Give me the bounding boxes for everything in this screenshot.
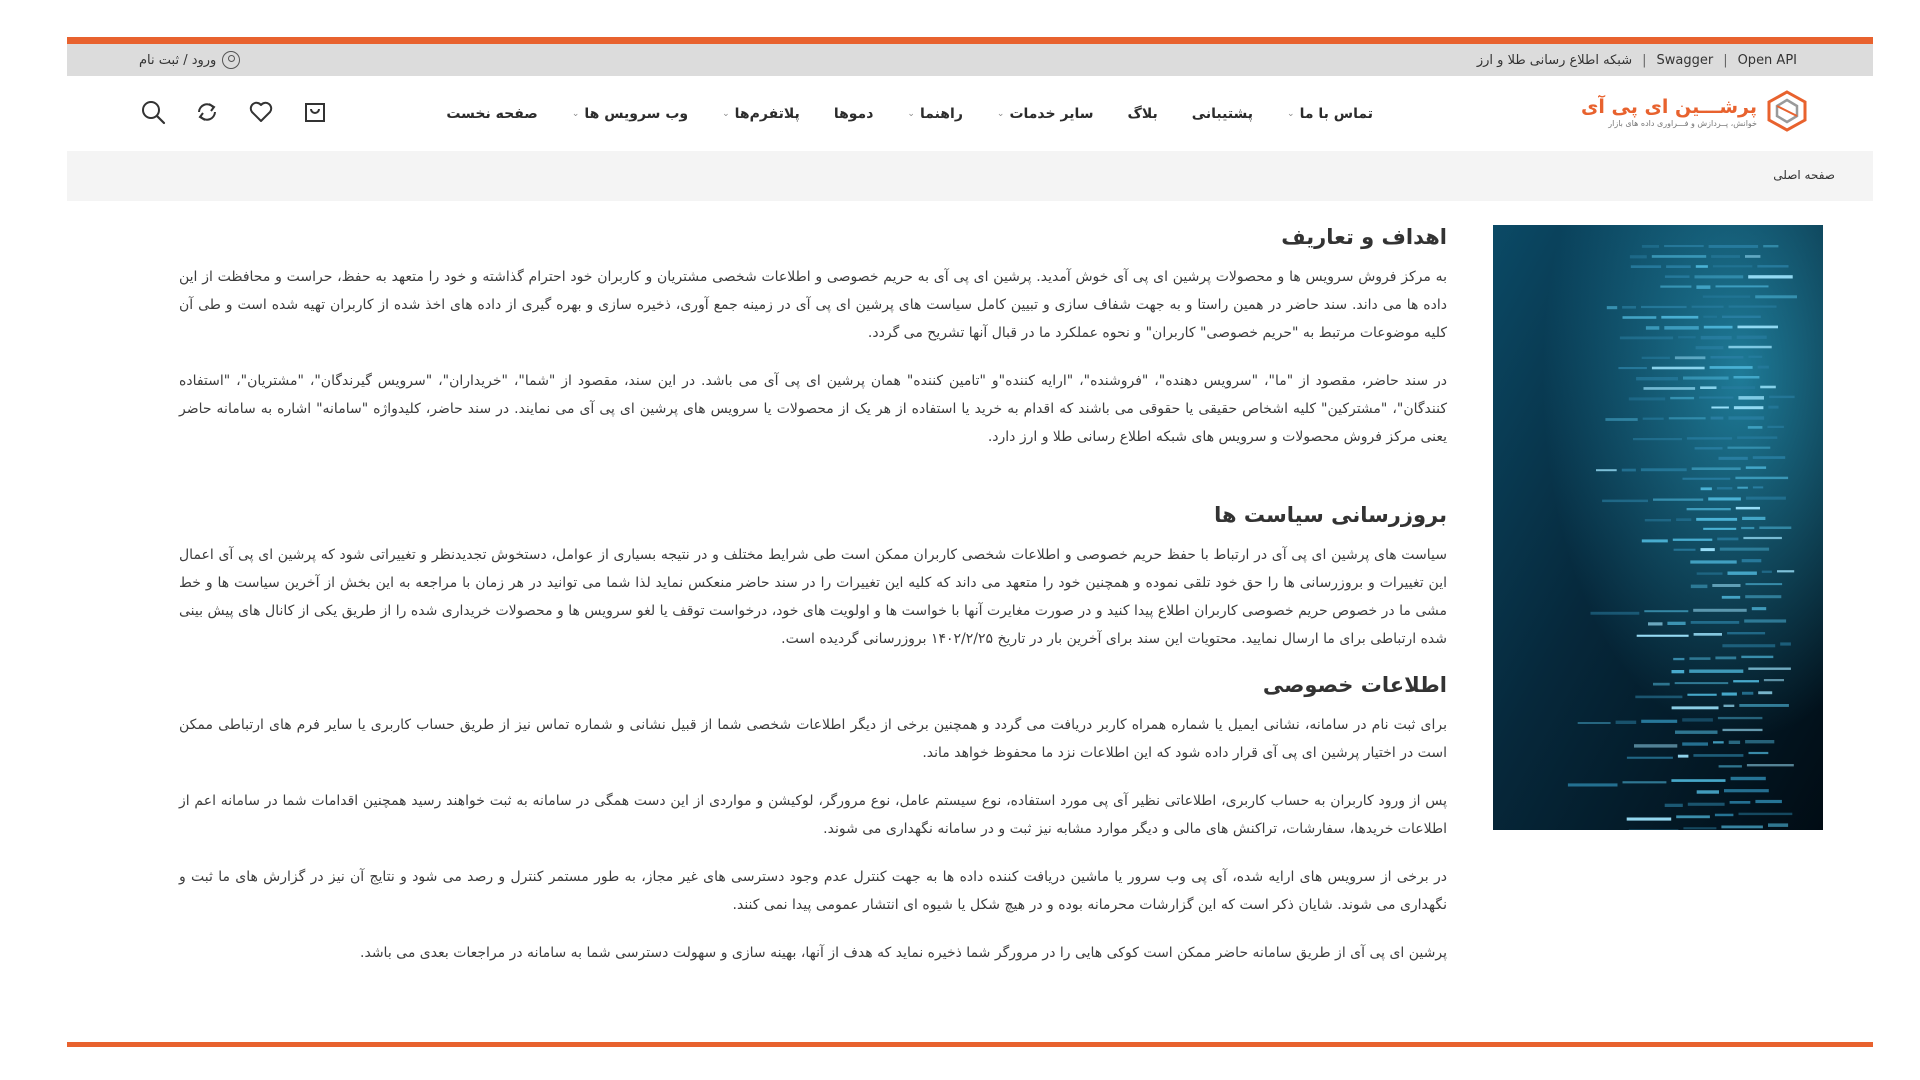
section-title-policy-updates: بروزرسانی سیاست ها xyxy=(1214,503,1447,527)
chevron-down-icon: ⌄ xyxy=(722,108,730,119)
code-line-mark xyxy=(1578,722,1611,724)
code-line-mark xyxy=(1737,436,1777,439)
code-line-mark xyxy=(1689,657,1710,660)
code-line-mark xyxy=(1760,386,1776,389)
code-line-mark xyxy=(1715,657,1736,660)
paragraph: به مرکز فروش سرویس ها و محصولات پرشین ای پی آی خوش آمدید. پرشین ای پی آی به حریم خصوصی و اطلاعات شخصی مشتریان و کاربران خود احترام گذاشته و خود را متعهد به حفظ، حراست و محافظت از این داده ها می داند. سند حاضر در همین راستا و به جهت شفاف سازی و تبیین کامل سیاست های پرشین ای پی آی در زمینه جمع آوری، ذخیره سازی و بهره گیری از داده های اخذ شده از کاربران تهیه شده است و طی آن کلیه موضوعات مرتبط به "حریم خصوصی" کاربران" و نحوه عملکرد ما در قبال آنها تشریح می گردد. xyxy=(179,269,1447,341)
code-line-mark xyxy=(1722,596,1740,599)
code-illustration xyxy=(1493,225,1823,830)
code-line-mark xyxy=(1622,306,1636,309)
code-line-mark xyxy=(1629,397,1665,400)
code-line-mark xyxy=(1724,705,1735,707)
code-line-mark xyxy=(1675,356,1706,359)
code-line-mark xyxy=(1692,467,1741,470)
code-line-mark xyxy=(1687,508,1731,510)
code-line-mark xyxy=(1700,386,1716,389)
code-line-mark xyxy=(1755,295,1797,298)
code-line-mark xyxy=(1636,377,1678,380)
top-utility-bar xyxy=(67,44,1873,76)
code-line-mark xyxy=(1701,336,1732,340)
code-line-mark xyxy=(1630,255,1647,258)
code-line-mark xyxy=(1715,814,1734,817)
code-line-mark xyxy=(1661,316,1698,319)
nav-label: پشتیبانی xyxy=(1191,105,1254,122)
code-line-mark xyxy=(1744,619,1786,622)
code-line-mark xyxy=(1721,386,1755,389)
code-line-mark xyxy=(1742,559,1762,562)
nav-label: پلاتفرم‌ها xyxy=(734,105,800,122)
code-line-mark xyxy=(1671,779,1725,782)
nav-item-blog[interactable] xyxy=(1127,106,1157,122)
code-line-mark xyxy=(1763,245,1778,247)
code-line-mark xyxy=(1734,406,1764,409)
nav-label: تماس با ما xyxy=(1299,105,1373,122)
code-line-mark xyxy=(1641,720,1677,723)
nav-item-web-services[interactable] xyxy=(572,106,688,122)
login-label: ورود / ثبت نام xyxy=(139,52,217,68)
chevron-down-icon: ⌄ xyxy=(571,108,580,119)
code-line-mark xyxy=(1675,731,1718,734)
paragraph: پس از ورود کاربران به حساب کاربری، اطلاعاتی نظیر آی پی مورد استفاده، نوع سیستم عامل، نوع مرورگر، لوکیشن و مواردی از این دست همگی در سامانه به ثبت خواهند رسید همچنین اقدامات شما در سامانه اعم از اطلاعات خریدها، سفارشات، تراکنش های مالی و دیگر موارد مشابه نیز ثبت و در سامانه نگهداری می شوند. xyxy=(179,793,1447,837)
code-line-mark xyxy=(1653,683,1670,686)
code-line-mark xyxy=(1739,813,1793,815)
top-accent-line xyxy=(67,37,1873,44)
code-line-mark xyxy=(1717,487,1732,489)
breadcrumb xyxy=(67,151,1873,201)
code-line-mark xyxy=(1695,275,1744,278)
code-line-mark xyxy=(1696,265,1708,268)
code-line-mark xyxy=(1736,507,1760,510)
code-line-mark xyxy=(1691,621,1740,624)
code-line-mark xyxy=(1752,607,1766,610)
code-line-mark xyxy=(1757,265,1788,267)
paragraph: برای ثبت نام در سامانه، نشانی ایمیل یا شماره همراه کاربر دریافت می گردد و همچنین برخی از دیگر اطلاعات شخصی شما از قبیل نشانی و شماره تماس نیز از طریق حساب کاربری یا سایر فرم های ارتباطی ممکن است در اختیار پرشین ای پی آی قرار داده شود که این اطلاعات نزد ما محفوظ خواهد ماند. xyxy=(179,717,1447,761)
code-line-mark xyxy=(1704,326,1733,329)
code-line-mark xyxy=(1737,336,1767,339)
code-line-mark xyxy=(1729,741,1740,744)
code-line-mark xyxy=(1683,478,1731,480)
code-line-mark xyxy=(1690,560,1736,563)
nav-item-guide[interactable] xyxy=(907,106,962,122)
code-line-mark xyxy=(1746,466,1766,469)
main-nav xyxy=(446,76,1373,151)
compare-icon xyxy=(194,99,220,125)
paragraph: در برخی از سرویس های ارایه شده، آی پی وب سرور یا ماشین دریافت کننده داده ها به جهت کنترل عدم وجود دسترسی های غیر مجاز، به طور مستمر کنترل و رصد می شود و نتایج آن نیز در گزارش های ما ثبت و نگهداری می شوند. شایان ذکر است که این گزارشات محرمانه بوده و در هیچ شکل یا شیوه ای انتشار عمومی پیدا نمی کنند. xyxy=(179,869,1447,913)
logo-subtitle: خوانش، پــردازش و فـــراوری داده های بازار xyxy=(1608,118,1757,128)
code-line-mark xyxy=(1627,757,1673,759)
paragraph: پرشین ای پی آی از طریق سامانه حاضر ممکن است کوکی هایی را در مرورگر شما ذخیره نماید که هدف از آنها، بهینه سازی و سهولت دسترسی شما به سامانه در مراجعات بعدی می باشد. xyxy=(360,945,1447,961)
code-line-mark xyxy=(1687,437,1732,439)
code-line-mark xyxy=(1713,741,1724,743)
code-line-mark xyxy=(1747,764,1794,766)
code-line-mark xyxy=(1739,704,1789,707)
search-icon xyxy=(140,99,166,125)
code-line-mark xyxy=(1710,366,1753,369)
code-line-mark xyxy=(1717,538,1738,541)
code-line-mark xyxy=(1607,306,1617,309)
code-line-mark xyxy=(1645,519,1671,521)
code-line-mark xyxy=(1769,396,1795,398)
code-line-mark xyxy=(1670,397,1694,399)
code-line-mark xyxy=(1641,306,1687,308)
code-line-mark xyxy=(1731,777,1766,780)
code-line-mark xyxy=(1748,275,1793,278)
code-line-mark xyxy=(1728,346,1771,349)
code-line-mark xyxy=(1672,670,1685,673)
code-line-mark xyxy=(1697,790,1719,793)
code-line-mark xyxy=(1696,285,1710,289)
code-line-mark xyxy=(1764,679,1784,681)
code-line-mark xyxy=(1703,528,1736,530)
code-line-mark xyxy=(1673,539,1713,541)
code-line-mark xyxy=(1641,468,1687,471)
code-line-mark xyxy=(1745,595,1781,598)
main-header xyxy=(67,76,1873,151)
code-line-mark xyxy=(1730,801,1751,804)
code-line-mark xyxy=(1676,815,1710,818)
code-line-mark xyxy=(1703,316,1717,318)
code-line-mark xyxy=(1748,668,1791,670)
code-line-mark xyxy=(1675,682,1729,684)
code-line-mark xyxy=(1620,337,1673,340)
code-line-mark xyxy=(1780,642,1791,645)
code-line-mark xyxy=(1712,584,1740,587)
chevron-down-icon: ⌄ xyxy=(996,108,1005,119)
top-link-separator: | xyxy=(1642,52,1647,68)
code-line-mark xyxy=(1696,346,1724,349)
code-line-mark xyxy=(1697,572,1723,574)
code-line-mark xyxy=(1742,517,1765,520)
code-line-mark xyxy=(1735,477,1788,479)
code-line-mark xyxy=(1703,296,1750,298)
cart-icon xyxy=(303,100,327,124)
code-line-mark xyxy=(1738,326,1779,329)
code-line-mark xyxy=(1768,406,1778,409)
code-line-mark xyxy=(1691,585,1708,589)
code-line-mark xyxy=(1745,255,1760,258)
top-link-gold-network[interactable]: شبکه اطلاع رسانی طلا و ارز xyxy=(1476,52,1633,68)
code-line-mark xyxy=(1692,306,1724,308)
code-line-mark xyxy=(1768,823,1788,827)
code-line-mark xyxy=(1633,438,1682,440)
nav-item-demos[interactable] xyxy=(834,106,874,122)
code-line-mark xyxy=(1623,781,1667,783)
code-line-mark xyxy=(1616,721,1637,724)
code-line-mark xyxy=(1721,826,1763,829)
code-line-mark xyxy=(1711,356,1744,359)
nav-label: دموها xyxy=(833,105,874,122)
code-line-mark xyxy=(1748,356,1762,358)
code-screen-image xyxy=(1493,225,1823,830)
code-line-mark xyxy=(1591,612,1640,615)
nav-item-other-services[interactable] xyxy=(997,106,1094,122)
bottom-accent-line xyxy=(67,1042,1873,1047)
code-line-mark xyxy=(1742,692,1753,695)
code-line-mark xyxy=(1695,447,1723,449)
code-line-mark xyxy=(1729,306,1777,308)
code-line-mark xyxy=(1753,456,1785,459)
code-line-mark xyxy=(1724,789,1769,792)
chevron-down-icon: ⌄ xyxy=(1287,108,1295,119)
paragraph: در سند حاضر، مقصود از "ما"، "سرویس دهنده"، "فروشنده"، "ارایه کننده"و "تامین کننده" همان پرشین ای پی آی می باشد. در این سند، مقصود از "شما"، "خریداران"، "سرویس گیرندگان"، "مشتریان"، "استفاده کنندگان"، "مشترکین" کلیه اشخاص حقیقی یا حقوقی می باشند که اقدام به خرید یا استفاده از هر یک از محصولات یا سرویس های پرشین ای پی آی می نمایند. در سند حاضر، کلیدواژه "سامانه" اشاره به سامانه حاضر یعنی مرکز فروش محصولات و سرویس های شبکه اطلاع رسانی طلا و ارز دارد. xyxy=(179,373,1447,445)
code-line-mark xyxy=(1664,326,1699,330)
code-line-mark xyxy=(1674,549,1696,551)
code-line-mark xyxy=(1719,457,1748,460)
code-line-mark xyxy=(1728,572,1757,575)
code-line-mark xyxy=(1665,804,1683,807)
code-line-mark xyxy=(1694,633,1722,636)
code-line-mark xyxy=(1758,691,1772,694)
code-line-mark xyxy=(1687,694,1716,696)
code-line-mark xyxy=(1678,336,1696,338)
code-line-mark xyxy=(1711,417,1724,420)
code-line-mark xyxy=(1631,265,1661,268)
nav-label: راهنما xyxy=(919,105,963,122)
code-line-mark xyxy=(1660,286,1691,288)
heart-icon xyxy=(248,100,274,124)
code-line-mark xyxy=(1652,367,1705,370)
site-logo[interactable] xyxy=(1581,90,1809,132)
code-line-mark xyxy=(1696,518,1737,521)
code-line-mark xyxy=(1741,527,1754,529)
code-line-mark xyxy=(1644,387,1696,390)
code-line-mark xyxy=(1693,754,1743,757)
code-line-mark xyxy=(1762,571,1772,573)
section-title-goals: اهداف و تعاریف xyxy=(1281,225,1447,249)
code-line-mark xyxy=(1722,644,1775,647)
nav-item-support[interactable] xyxy=(1192,106,1253,122)
code-line-mark xyxy=(1676,518,1691,521)
paragraph: سیاست های پرشین ای پی آی در ارتباط با حفظ حریم خصوصی و اطلاعات شخصی کاربران ممکن است طی شرایط مختلف و در نتیجه بسیاری از عوامل، دستخوش تجدیدنظر و تغییراتی شود که پرشین ای پی آی اعمال این تغییرات و بروزرسانی ها را حق خود تلقی نموده و همچنین خود را متعهد می داند که کلیه این تغییرات را در سند حاضر منعکس نماید لذا شما می توانید در هر زمان با مراجعه به این بخش از آخرین سیاست ها و خط مشی ما در خصوص حریم خصوصی کاربران اطلاع پیدا کنید و در صورت مغایرت آنها با خواست ها و اولویت های خود، درخواست توقف یا لغو سرویس ها و محصولات خریداری شده را از طریق یکی از کانال های پیش بینی شده ارتباطی برای ما ارسال نمایید. محتویات این سند برای آخرین بار در تاریخ ۱۴۰۲/۲/۲۵ بروزرسانی گردیده است. xyxy=(179,547,1447,647)
nav-label: سایر خدمات xyxy=(1009,105,1094,122)
code-line-mark xyxy=(1746,583,1783,585)
code-line-mark xyxy=(1755,800,1782,803)
user-icon xyxy=(222,51,240,69)
nav-item-contact[interactable] xyxy=(1287,106,1373,122)
logo-title: پرشـــین ای پی آی xyxy=(1580,95,1757,118)
code-line-mark xyxy=(1716,285,1769,287)
nav-item-platforms[interactable] xyxy=(722,106,800,122)
top-links xyxy=(1477,44,1797,76)
code-line-mark xyxy=(1627,818,1672,821)
code-line-mark xyxy=(1759,527,1791,530)
code-line-mark xyxy=(1709,245,1759,248)
code-line-mark xyxy=(1642,539,1668,542)
code-line-mark xyxy=(1723,729,1763,731)
code-line-mark xyxy=(1642,357,1670,359)
wishlist-button[interactable] xyxy=(247,98,275,126)
breadcrumb-home[interactable]: صفحه اصلی xyxy=(1773,168,1835,182)
code-line-mark xyxy=(1637,635,1689,637)
nav-label: صفحه نخست xyxy=(446,105,538,122)
code-line-mark xyxy=(1682,742,1708,745)
code-line-mark xyxy=(1652,255,1706,258)
code-line-mark xyxy=(1622,469,1636,472)
top-link-separator: | xyxy=(1723,52,1728,68)
code-line-mark xyxy=(1711,407,1729,409)
code-line-mark xyxy=(1745,740,1774,743)
code-line-mark xyxy=(1699,397,1733,399)
code-line-mark xyxy=(1749,752,1769,754)
cart-button[interactable] xyxy=(301,98,329,126)
code-line-mark xyxy=(1672,706,1719,709)
code-line-mark xyxy=(1701,487,1712,490)
code-line-mark xyxy=(1741,656,1773,658)
code-line-mark xyxy=(1665,275,1690,278)
code-line-mark xyxy=(1596,469,1617,471)
search-button[interactable] xyxy=(139,98,167,126)
nav-label: بلاگ xyxy=(1127,105,1158,122)
code-line-mark xyxy=(1711,255,1740,258)
code-line-mark xyxy=(1693,609,1747,612)
code-line-mark xyxy=(1758,366,1769,369)
code-line-mark xyxy=(1682,718,1713,721)
code-line-mark xyxy=(1635,696,1682,699)
code-line-mark xyxy=(1689,670,1743,673)
code-line-mark xyxy=(1767,426,1784,428)
code-line-mark xyxy=(1713,265,1752,267)
code-line-mark xyxy=(1728,416,1764,419)
code-line-mark xyxy=(1623,316,1657,319)
top-link-open-api[interactable]: Open API xyxy=(1737,52,1797,68)
code-line-mark xyxy=(1653,499,1703,501)
compare-button[interactable] xyxy=(193,98,221,126)
top-link-swagger[interactable]: Swagger xyxy=(1656,52,1714,68)
code-line-mark xyxy=(1719,765,1742,767)
code-line-mark xyxy=(1667,622,1685,625)
code-line-mark xyxy=(1646,326,1659,330)
code-line-mark xyxy=(1727,632,1765,634)
code-line-mark xyxy=(1642,245,1659,248)
code-line-mark xyxy=(1683,827,1716,829)
code-line-mark xyxy=(1748,426,1763,429)
code-line-mark xyxy=(1753,486,1763,488)
header-tools xyxy=(139,98,329,126)
logo-mark-icon xyxy=(1765,90,1809,132)
chevron-down-icon: ⌄ xyxy=(907,108,915,119)
code-line-mark xyxy=(1673,658,1684,660)
login-link[interactable] xyxy=(139,44,240,76)
code-line-mark xyxy=(1644,610,1688,612)
code-line-mark xyxy=(1746,497,1786,500)
code-line-mark xyxy=(1664,245,1704,247)
page-frame xyxy=(67,37,1873,1047)
code-line-mark xyxy=(1743,537,1782,539)
code-line-mark xyxy=(1683,377,1729,380)
code-line-mark xyxy=(1688,803,1725,806)
code-line-mark xyxy=(1568,783,1618,786)
code-line-mark xyxy=(1701,548,1715,551)
code-line-mark xyxy=(1634,744,1677,747)
code-line-mark xyxy=(1738,396,1764,400)
code-line-mark xyxy=(1605,418,1637,421)
code-line-mark xyxy=(1643,418,1664,420)
code-line-mark xyxy=(1618,367,1647,369)
code-line-mark xyxy=(1678,755,1689,758)
code-line-mark xyxy=(1669,417,1706,419)
code-line-mark xyxy=(1602,500,1648,503)
section-title-private-info: اطلاعات خصوصی xyxy=(1262,673,1447,697)
code-line-mark xyxy=(1722,316,1761,318)
code-line-mark xyxy=(1648,622,1663,625)
code-line-mark xyxy=(1728,447,1771,449)
code-line-mark xyxy=(1733,680,1759,682)
code-line-mark xyxy=(1708,497,1741,500)
code-line-mark xyxy=(1777,570,1794,572)
code-line-mark xyxy=(1722,693,1737,696)
code-line-mark xyxy=(1718,717,1763,719)
policy-content xyxy=(179,225,1447,987)
nav-item-home[interactable] xyxy=(446,106,537,122)
code-line-mark xyxy=(1737,487,1748,489)
code-line-mark xyxy=(1734,376,1760,379)
nav-label: وب سرویس ها xyxy=(584,105,689,122)
code-line-mark xyxy=(1666,265,1691,268)
code-line-mark xyxy=(1720,548,1769,551)
